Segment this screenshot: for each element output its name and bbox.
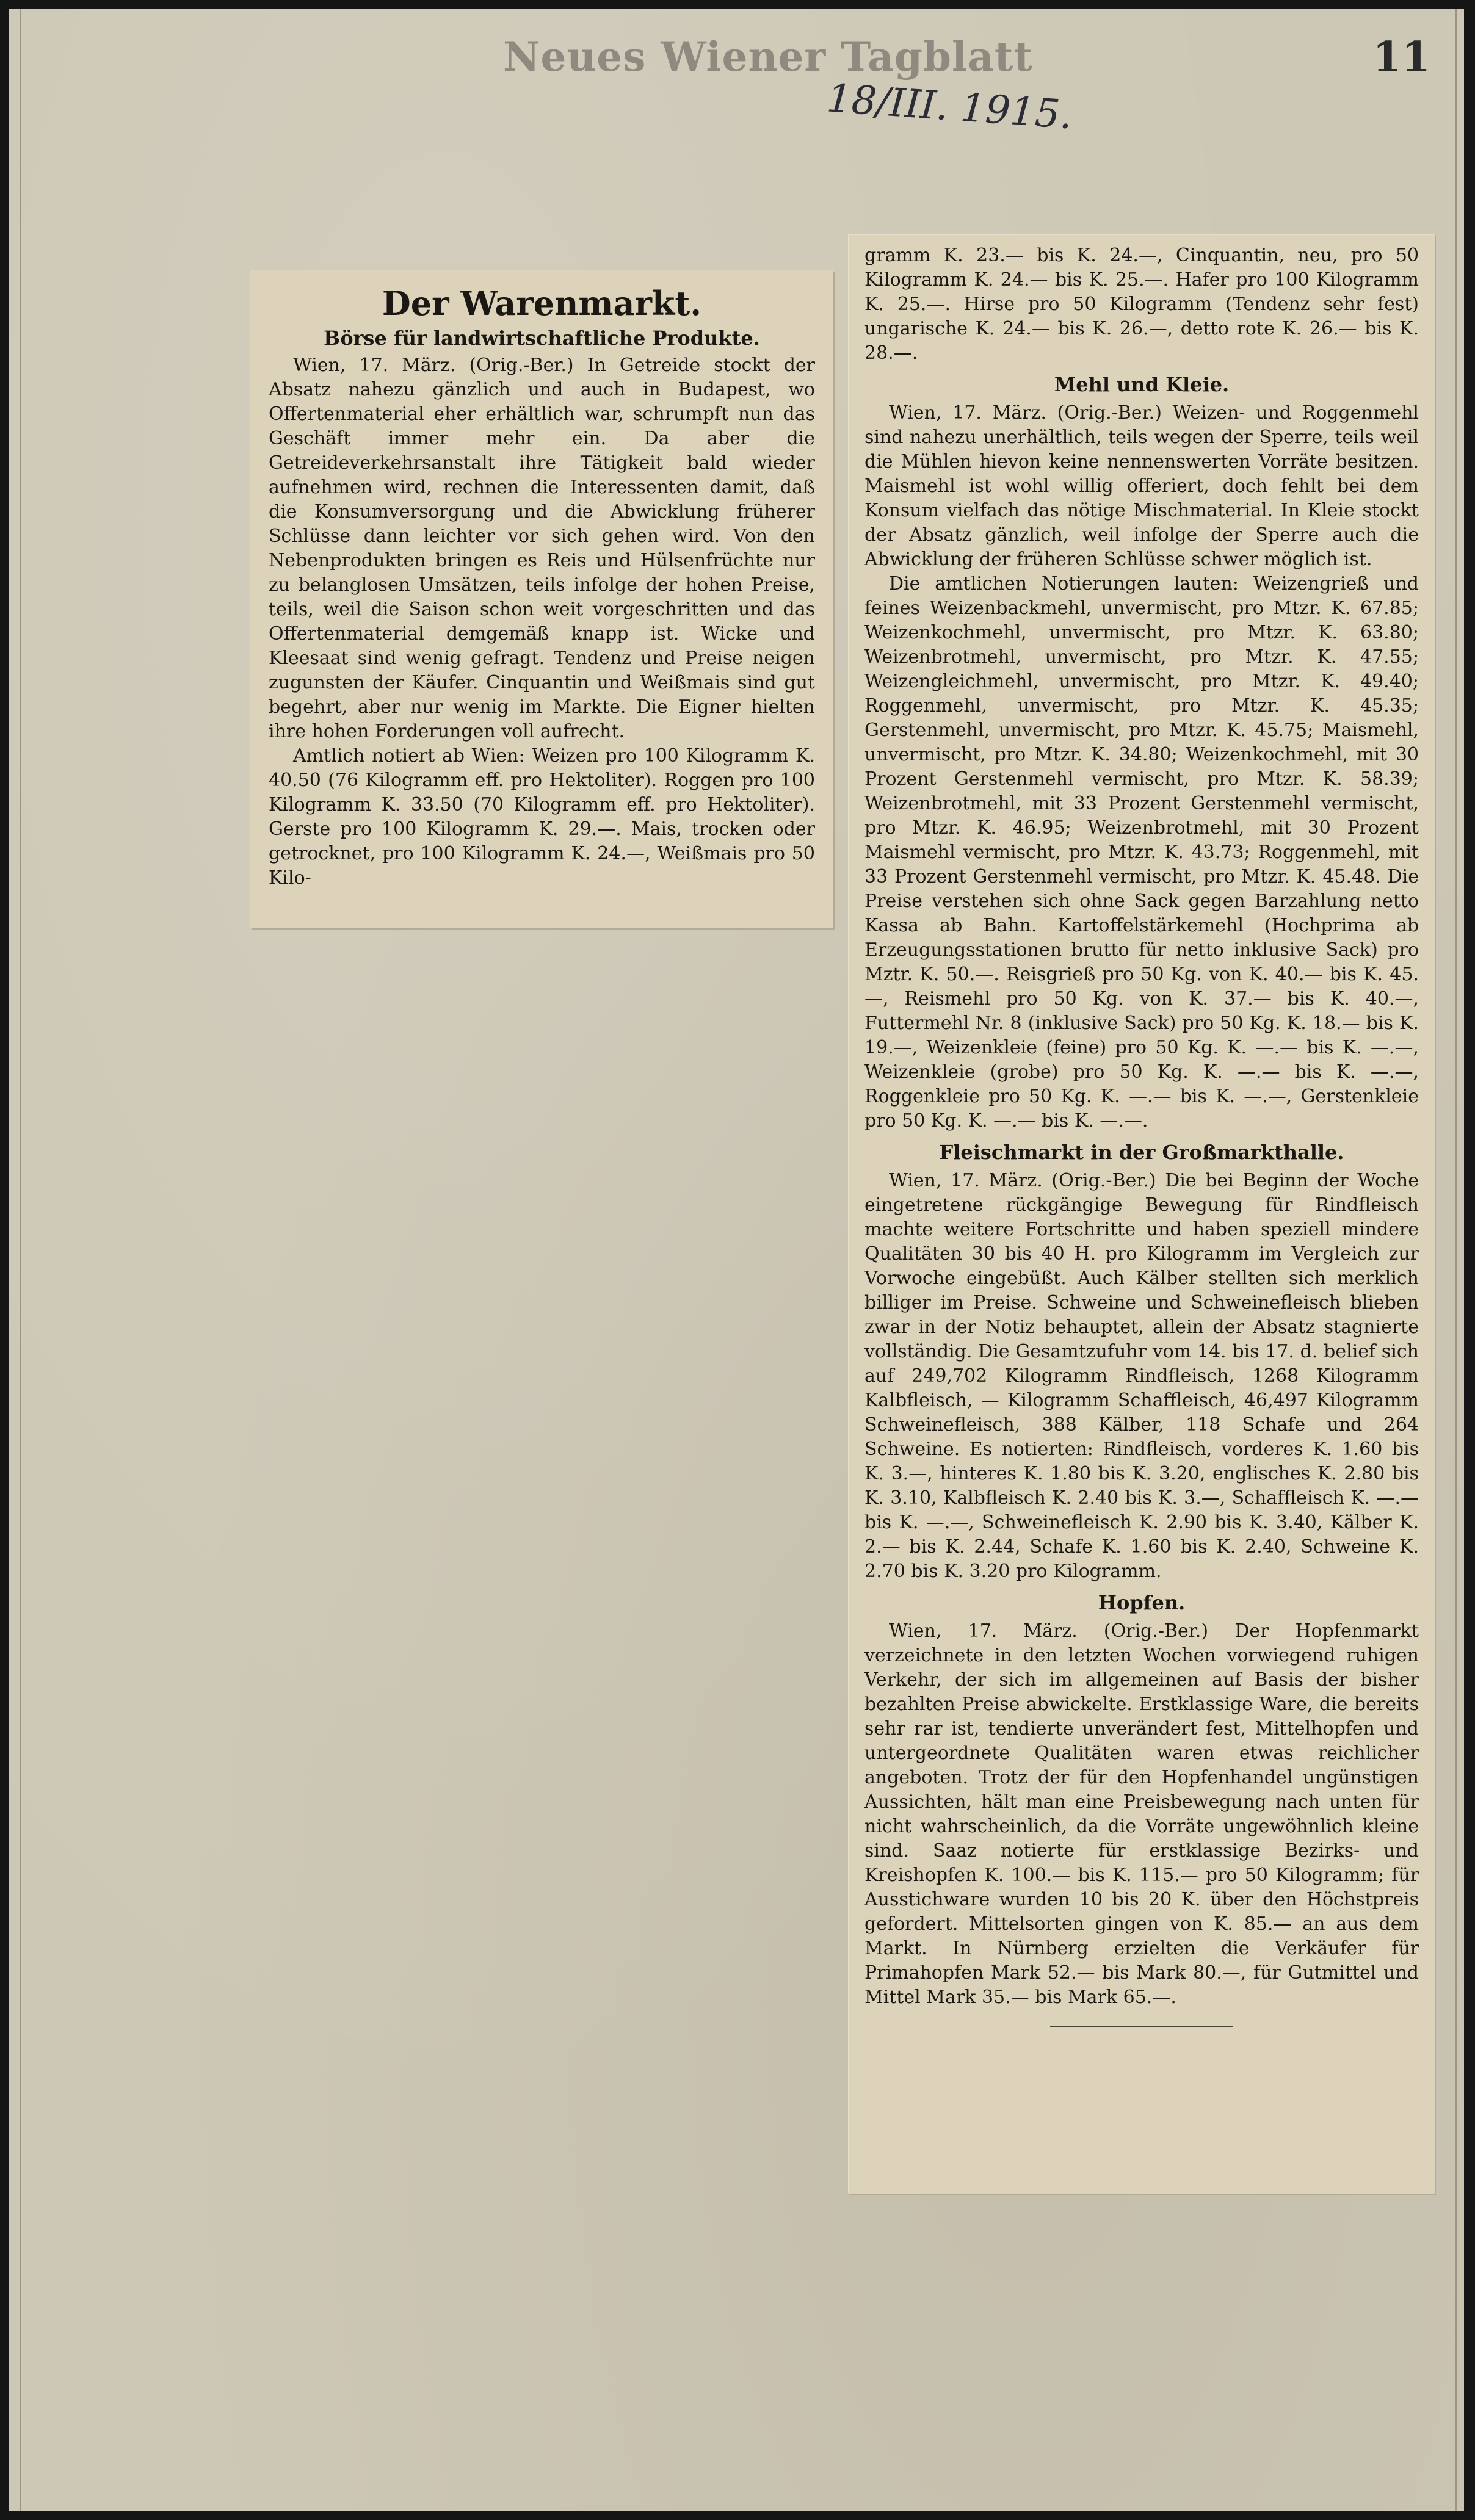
left-clipping (250, 270, 833, 928)
section-heading-fleisch: Fleischmarkt in der Großmarkthalle. (939, 1141, 1344, 1164)
handwritten-date: 18/III. 1915. (825, 76, 1074, 139)
article-subtitle: Börse für landwirtschaftliche Produkte. (324, 327, 760, 350)
article-paragraph: Wien, 17. März. (Orig.-Ber.) In Getreide stockt der Absatz nahezu gänzlich und auch in Budapest, wo Offertenmaterial eher erhältlich war, schrumpft nun das Geschäft immer mehr ein. Da aber die Getreideverkehrsanstalt ihre Tätigkeit bald wieder aufnehmen wird, rechnen die Interessenten damit, daß die Konsumversorgung und die Abwicklung früherer Schlüsse dann leichter vor sich gehen wird. Von den Nebenprodukten bringen es Reis und Hülsenfrüchte nur zu belanglosen Umsätzen, teils infolge der hohen Preise, teils, weil die Saison schon weit vorgeschritten und das Offertenmaterial demgemäß knapp ist. Wicke und Kleesaat sind wenig gefragt. Tendenz und Preise neigen zugunsten der Käufer. Cinquantin und Weißmais sind gut begehrt, aber nur wenig im Markte. Die Eigner hielten ihre hohen Forderungen voll aufrecht. (269, 355, 815, 742)
hopfen-paragraph: Wien, 17. März. (Orig.-Ber.) Der Hopfenmarkt verzeichnete in den letzten Wochen vorwiegend ruhigen Verkehr, der sich im allgemeinen auf Basis der bisher bezahlten Preise abwickelte. Erstklassige Ware, die bereits sehr rar ist, tendierte unverändert fest, Mittelhopfen und untergeordnete Qualitäten waren etwas reichlicher angeboten. Trotz der für den Hopfenhandel ungünstigen Aussichten, hält man eine Preisbewegung nach unten für nicht wahrscheinlich, da die Vorräte ungewöhnlich kleine sind. Saaz notierte für erstklassige Bezirks- und Kreishopfen K. 100.— bis K. 115.— pro 50 Kilogramm; für Ausstichware wurden 10 bis 20 K. über den Höchstpreis gefordert. Mittelsorten gingen von K. 85.— an aus dem Markt. In Nürnberg erzielten die Verkäufer für Primahopfen Mark 52.— bis Mark 80.—, für Gutmittel und Mittel Mark 35.— bis Mark 65.—. (864, 1620, 1419, 2008)
section-heading-hopfen: Hopfen. (1098, 1591, 1186, 1614)
sheet-right-edge (1455, 9, 1457, 2511)
sheet-left-edge (20, 9, 21, 2511)
continuation-paragraph: gramm K. 23.— bis K. 24.—, Cinquantin, neu, pro 50 Kilogramm K. 24.— bis K. 25.—. Hafer pro 100 Kilogramm K. 25.—. Hirse pro 50 Kilogramm (Tendenz sehr fest) ungarische K. 24.— bis K. 26.—, detto rote K. 26.— bis K. 28.—. (864, 245, 1419, 364)
article-title: Der Warenmarkt. (382, 284, 702, 323)
end-rule (1050, 2026, 1233, 2027)
right-clipping (849, 235, 1435, 2194)
newspaper-masthead: Neues Wiener Tagblatt (503, 33, 1033, 81)
mehl-paragraph: Wien, 17. März. (Orig.-Ber.) Weizen- und Roggenmehl sind nahezu unerhältlich, teils wegen der Sperre, teils weil die Mühlen hievon keine nennenswerten Vorräte besitzen. Maismehl ist wohl willig offeriert, doch fehlt bei dem Konsum vielfach das nötige Mischmaterial. In Kleie stockt der Absatz gänzlich, weil infolge der Sperre auch die Abwicklung der früheren Schlüsse schwer möglich ist. (864, 402, 1419, 570)
section-heading-mehl: Mehl und Kleie. (1054, 373, 1230, 396)
fleisch-paragraph: Wien, 17. März. (Orig.-Ber.) Die bei Beginn der Woche eingetretene rückgängige Bewegung für Rindfleisch machte weitere Fortschritte und haben speziell mindere Qualitäten 30 bis 40 H. pro Kilogramm im Vergleich zur Vorwoche eingebüßt. Auch Kälber stellten sich merklich billiger im Preise. Schweine und Schweinefleisch blieben zwar in der Notiz behauptet, allein der Absatz stagnierte vollständig. Die Gesamtzufuhr vom 14. bis 17. d. belief sich auf 249,702 Kilogramm Rindfleisch, 1268 Kilogramm Kalbfleisch, — Kilogramm Schaffleisch, 46,497 Kilogramm Schweinefleisch, 388 Kälber, 118 Schafe und 264 Schweine. Es notierten: Rindfleisch, vorderes K. 1.60 bis K. 3.—, hinteres K. 1.80 bis K. 3.20, englisches K. 2.80 bis K. 3.10, Kalbfleisch K. 2.40 bis K. 3.—, Schaffleisch K. —.— bis K. —.—, Schweinefleisch K. 2.90 bis K. 3.40, Kälber K. 2.— bis K. 2.44, Schafe K. 1.60 bis K. 2.40, Schweine K. 2.70 bis K. 3.20 pro Kilogramm. (864, 1170, 1419, 1582)
article-paragraph: Amtlich notiert ab Wien: Weizen pro 100 Kilogramm K. 40.50 (76 Kilogramm eff. pro Hektoliter). Roggen pro 100 Kilogramm K. 33.50 (70 Kilogramm eff. pro Hektoliter). Gerste pro 100 Kilogramm K. 29.—. Mais, trocken oder getrocknet, pro 100 Kilogramm K. 24.—, Weißmais pro 50 Kilo- (269, 745, 815, 889)
page-number: 11 (1372, 33, 1430, 82)
mehl-paragraph: Die amtlichen Notierungen lauten: Weizengrieß und feines Weizenbackmehl, unvermischt, pro Mtzr. K. 67.85; Weizenkochmehl, unvermischt, pro Mtzr. K. 63.80; Weizenbrotmehl, unvermischt, pro Mtzr. K. 47.55; Weizengleichmehl, unvermischt, pro Mtzr. K. 49.40; Roggenmehl, unvermischt, pro Mtzr. K. 45.35; Gerstenmehl, unvermischt, pro Mtzr. K. 45.75; Maismehl, unvermischt, pro Mtzr. K. 34.80; Weizenkochmehl, mit 30 Prozent Gerstenmehl vermischt, pro Mtzr. K. 58.39; Weizenbrotmehl, mit 33 Prozent Gerstenmehl vermischt, pro Mtzr. K. 46.95; Weizenbrotmehl, mit 30 Prozent Maismehl vermischt, pro Mtzr. K. 43.73; Roggenmehl, mit 33 Prozent Gerstenmehl vermischt, pro Mtzr. K. 45.48. Die Preise verstehen sich ohne Sack gegen Barzahlung netto Kassa ab Bahn. Kartoffelstärkemehl (Hochprima ab Erzeugungsstationen brutto für netto inklusive Sack) pro Mztr. K. 50.—. Reisgrieß pro 50 Kg. von K. 40.— bis K. 45.—, Reismehl pro 50 Kg. von K. 37.— bis K. 40.—, Futtermehl Nr. 8 (inklusive Sack) pro 50 Kg. K. 18.— bis K. 19.—, Weizenkleie (feine) pro 50 Kg. K. —.— bis K. —.—, Weizenkleie (grobe) pro 50 Kg. K. —.— bis K. —.—, Roggenkleie pro 50 Kg. K. —.— bis K. —.—, Gerstenkleie pro 50 Kg. K. —.— bis K. —.—. (864, 573, 1419, 1132)
